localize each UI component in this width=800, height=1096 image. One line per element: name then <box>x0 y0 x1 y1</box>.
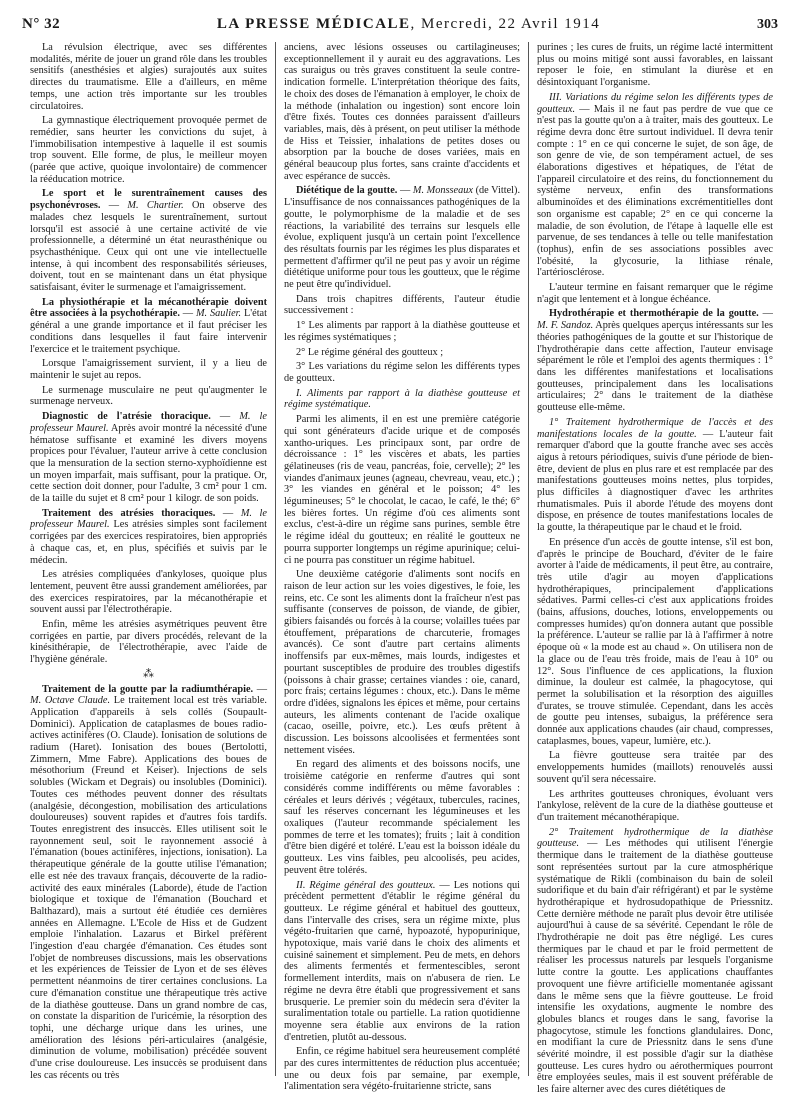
paragraph: La fièvre goutteuse sera traitée par des enveloppements humides (maillots) renouvelés aussi souvent qu'il sera nécessaire. <box>537 750 773 785</box>
section-author: M. F. Sandoz. <box>537 320 594 332</box>
subsection-title: 2° Traitement hydrothermique de la diathèse goutteuse. <box>537 826 773 850</box>
paragraph: purines ; les cures de fruits, un régime lacté intermittent plus ou moins mitigé sont aussi favorables, en laissant reposer le foie, en stimulant la diurèse et en désintoxiquant l'organisme. <box>537 42 773 89</box>
subsection-title: 1° Traitement hydrothermique de l'accès et des manifestations locales de la goutte. <box>537 416 773 440</box>
paragraph: Parmi les aliments, il en est une première catégorie qui sont générateurs d'acide urique et de composés xantho-uriques. Les principaux sont, par ordre de décroissance : 1° les viscères et abats, les parties gélatineuses (ris de veau, pancréas, foie, cervelle); 2° les viandes d'animaux jeunes (agneau, chevreau, veau, etc.) ; 3° les viandes en général et le poisson; 4° les légumineuses; 5° le chocolat, le cacao, le café, le thé; 6° les bières fortes. Un régime d'où ces aliments sont exclus, c'est-à-dire un régime sans purines, semble être le régime idéal du goutteux; en réalité le goutteux ne pourra supporter longtemps un régime apurinique; celui-ci ne pourra pas constituer un régime habituel. <box>284 414 521 566</box>
section-author: M. Monsseaux <box>412 185 473 197</box>
section-text: Les atrésies simples sont facilement corrigées par des exercices respiratoires, bien appropriés à chaque cas, et, en plus, spécifiés et suivis par le médecin. <box>30 519 268 566</box>
paragraph: La gymnastique électriquement provoquée permet de remédier, sans heurter les convictions du sujet, à l'immobilisation intempestive à laquelle il est soumis trop souvent. Elle forme, de plus, le meilleur moyen (parée que active, quoique involontaire) de commencer la rééducation motrice. <box>30 115 267 185</box>
paragraph: anciens, avec lésions osseuses ou cartilagineuses; exceptionnellement il y aurait eu des aggravations. Les cas suraigus ou très graves constituent la seule contre-indication formelle. L'interprétation théorique des faits, le choix des doses de l'émanation à employer, le choix de la méthode (inhalation ou ingestion) sont encore loin d'être fixés. Toutes ces données paraissent d'ailleurs variables, mais, dès à présent, on peut utiliser la méthode de Hiss et Teissier, inhalations de petites doses ou absorption par la bouche de doses variées, mais en général beaucoup plus fortes, sans crainte d'accidents et avec espérance de succès. <box>284 42 520 182</box>
section-dietetique: Diététique de la goutte. — M. Monsseaux (de Vittel). L'insuffisance de nos connaissances pathogéniques de la goutte, le polymorphisme de la maladie et de ses réactions, la variabilité des terrains sur lesquels elle évolue, expliquent jusqu'à un certain point l'excellence des résultats fournis par les régimes les plus disparates et permettent d'affirmer qu'il ne peut pas y avoir un régime diététique uniforme pour tous les goutteux, que le régime ne peut être qu'individuel. <box>284 185 521 291</box>
list-item: 2° Le régime général des goutteux ; <box>296 346 444 358</box>
page-number: 303 <box>756 17 778 32</box>
list-item: 1° Les aliments par rapport à la diathèse goutteuse et les régimes systématiques ; <box>284 320 520 343</box>
section-author: M. le professeur Maurel. <box>30 507 267 531</box>
section-title: Diététique de la goutte. <box>296 185 398 197</box>
section-text: (de Vittel). L'insuffisance de nos connaissances pathogéniques de la goutte, le polymorphisme de la maladie et de ses réactions, la variabilité des terrains sur lesquels elle évolue, expliquent jusqu'à un certain point l'excellence des résultats fournis par les régimes les plus disparates et permettent d'affirmer qu'il ne peut pas y avoir un régime diététique uniforme pour tous les goutteux, que le régime ne peut être qu'individuel. <box>284 185 521 291</box>
subsection-title: III. Variations du régime selon les différents types de goutteux. <box>537 91 773 115</box>
paragraph-text: Les notions qui précèdent permettent d'établir le régime général du goutteux. Le régime général et habituel des goutteux, dans l'intervalle des crises, sera un régime mixte, plus végéto-fruitarien que carné, hypoazoté, hypopurinique, hypotoxique, mais varié dans le choix des aliments et cuisiné sainement et simplement. Peu de mets, en dehors des aliments fermentés et fermentescibles, seront formellement interdits, mais on n'abusera de rien. Le régime ne devra être établi que progressivement et sans brusquerie. Le premier soin du médecin sera d'éviter la suralimentation totale ou partielle. La ration quotidienne moyenne sera établie aux environs de la ration d'entretien, plutôt au-dessous. <box>284 879 520 1043</box>
column-3 <box>528 42 781 1096</box>
section-text: Après quelques aperçus intéressants sur les théories pathogéniques de la goutte et sur l'historique de l'hydrothérapie dans cette affection, l'auteur envisage séparément le rôle et l'emploi des agents thermiques : 1° dans les différentes manifestations et localisations goutteuses, principalement dans les localisations articulaires; 2° dans le traitement de la diathèse goutteuse elle-même. <box>537 320 773 414</box>
section-title: La physiothérapie et la mécanothérapie doivent être associées à la psychothérapie. <box>30 296 267 320</box>
section-text: L'état général a une grande importance et il faut préciser les conditions dans lesquelles il faut faire intervenir l'exercice et le traitement psychique. <box>30 308 267 355</box>
section-diagnostic-atresie: Diagnostic de l'atrésie thoracique. — M. le professeur Maurel. Après avoir montré la nécessité d'une hématose suffisante et examiné les divers moyens propices pour l'évaluer, l'auteur arrive à cette conclusion que la mensuration de la section sterno-xyphoïdienne est un moyen imparfait, mais suffisant, pour la pratique. Or, cette section doit donner, pour l'adulte, 3 cm² pour 1 cm. de la taille du sujet et 8 cm² pour 1 kilogr. de son poids. <box>30 411 267 505</box>
section-radiumtherapie: Traitement de la goutte par la radiumthérapie. — M. Octave Claude. Le traitement local est très variable. Application d'appareils à sels collés (Soupault-Dominici). Application de cataplasmes de boues radio-actives actinifères (O. Claude). Ionisation de solutions de radium (Haret). Ionisation des boues (Bertolotti, Zimmern, Mme Fabre). Applications des boues de mésothorium (Freund et Keiser). Injections de sels solubles (Wickam et Degrais) ou insolubles (Dominici). Toutes ces méthodes peuvent donner des résultats (analgésie, décongestion, mobilisation des articulations douloureuses) souvent rapides et d'autres fois tardifs. Toutes enregistrent des insuccès. Elles utilisent soit le rayonnement seul, soit le rayonnement associé à l'émanation (boues actinifères, injections, ionisation). La thérapeutique générale de la goutte utilise l'émanation; elle est née des travaux français, découverte de la radio-activité des eaux minérales (Laborde), étude de l'action biologique et toxique de l'émanation (Bouchard et Balthazard), mais a surtout été étudiée ces dernières années en Allemagne. L'Ecole de Hiss et de Gudzent emploie l'inhalation. Lazarus et Birkel préfèrent l'ingestion d'eau chargée d'émanation. Ces études sont l'objet de nombreuses discussions, mais les observations et les expériences de Teissier de Lyon et de ses élèves permettent néanmoins de tirer certaines conclusions. La cure d'émanation constitue une thérapeutique très active de la diathèse goutteuse. Dans un grand nombre de cas, on constate la disparition de l'uricémie, la résorption des tophi, une décharge urique dans les urines, une amélioration des lésions péri-articulaires (analgésie, diminution de volume, mobilisation) précédée souvent d'une crise douloureuse. Les insuccès se produisent dans les cas récents ou très <box>30 683 267 1081</box>
subsection-title: I. Aliments par rapport à la diathèse goutteuse et régime systématique. <box>284 387 520 411</box>
paragraph: L'auteur termine en faisant remarquer que le régime n'agit que lentement et à longue échéance. <box>537 282 773 305</box>
paragraph: Les atrésies compliquées d'ankyloses, quoique plus lentement, peuvent être aussi grandement améliorées, par des exercices respiratoires, par la mécanothérapie et souvent aussi par l'électrothérapie. <box>30 569 267 616</box>
column-2 <box>275 42 528 1093</box>
paragraph: Dans trois chapitres différents, l'auteur étudie successivement : <box>284 293 520 317</box>
section-hydrotherapie: Hydrothérapie et thermothérapie de la goutte. — M. F. Sandoz. Après quelques aperçus intéressants sur les théories pathogéniques de la goutte et sur l'historique de l'hydrothérapie dans cette affection, l'auteur envisage séparément le rôle et l'emploi des agents thermiques : 1° dans les différentes manifestations et localisations goutteuses, principalement dans les localisations articulaires; 2° dans le traitement de la diathèse goutteuse elle-même. <box>537 308 773 414</box>
section-author: M. Chartier. <box>127 200 184 212</box>
section-sport: Le sport et le surentraînement causes des psychonévroses. — M. Chartier. On observe des malades chez lesquels le surentraînement, surtout lorsqu'il est associé à une certaine activité de vie professionnelle, a déterminé un état neurasthénique ou psychasthénique. Ceux qui ont une vie intellectuelle intense, à qui incombent des responsabilités sérieuses, doivent, tout en se maintenant dans un état physique satisfaisant, éviter le surmenage et l'amaigrissement. <box>30 188 267 294</box>
paragraph: Une deuxième catégorie d'aliments sont nocifs en raison de leur action sur les voies digestives, le foie, les reins, etc. Ce sont les aliments dont la fraîcheur n'est pas suffisante (conserves de poisson, de viande, de gibier, gibiers faisandés ou forcés à la course; volailles tuées par étouffement, préparations de charcuterie, fromages avancés). Ce sont d'autre part certains aliments inoffensifs par eux-mêmes, mais lourds, indigestes et pourtant susceptibles de produire des troubles digestifs (poissons à chair grasse; certaines viandes : oie, canard, porc frais; certains légumes : choux, etc.). Dans le même ordre d'idées, signalons les épices et même, pour certains auteurs, les aliments contenant de l'acide oxalique (cacao, oseille, poivre, etc.). Les œufs prêtent à discussion. Les boissons alcoolisées et fermentées sont nettement visées. <box>284 569 520 756</box>
paragraph: Enfin, même les atrésies asymétriques peuvent être corrigées en partie, par divers procédés, relevant de la kinésithérapie, de l'électrothérapie, avec l'aide de l'hygiène générale. <box>30 619 267 666</box>
section-title: Traitement de la goutte par la radiumthérapie. <box>42 683 254 695</box>
paragraph-text: Mais il ne faut pas perdre de vue que ce n'est pas la goutte qu'on a à traiter, mais des goutteux. Le régime devra donc être surtout individuel. Il devra tenir compte : 1° en ce qui concerne le sujet, de son âge, de son genre de vie, de son tempérament actuel, de ses élaborations digestives et hépatiques, de l'état de l'appareil circulatoire et des reins, du fonctionnement du système nerveux, enfin des transformations albuminoïdes et des éliminations excrémentitielles dont son organisme est capable; 2° en ce qui concerne la maladie, de son évolution, de l'étape à laquelle elle est parvenue, de ses tendances à telle ou telle manifestation (tophus), enfin de ses associations possibles avec l'obésité, la glycosurie, la lithiase rénale, l'artériosclérose. <box>537 103 773 279</box>
section-title: Traitement des atrésies thoraciques. <box>42 507 216 519</box>
subsection-title: II. Régime général des goutteux. <box>296 879 436 891</box>
section-title: Diagnostic de l'atrésie thoracique. <box>42 411 211 423</box>
section-title: Le sport et le surentraînement causes des psychonévroses. <box>30 188 267 212</box>
section-author: M. le professeur Maurel. <box>30 411 267 434</box>
paragraph: Le surmenage musculaire ne peut qu'augmenter le surmenage nerveux. <box>30 384 267 408</box>
section-text: On observe des malades chez lesquels le surentraînement, surtout lorsqu'il est associé à une certaine activité de vie professionnelle, a déterminé un état neurasthénique ou psychasthénique. Ceux qui ont une vie intellectuelle intense, à qui incombent des responsabilités sérieuses, doivent, tout en se maintenant dans un état physique satisfaisant, éviter le surmenage et l'amaigrissement. <box>30 200 267 294</box>
section-author: M. Octave Claude. <box>30 695 111 707</box>
issue-number: N° 32 <box>22 16 61 32</box>
paragraph: En regard des aliments et des boissons nocifs, une troisième catégorie en renferme d'autres qui sont considérés comme indifférents ou même favorables : céréales et leurs dérivés ; végétaux, tubercules, racines, sauf les réserves concernant les légumineuses et les oxaliques (l'auteur recommande spécialement les pommes de terre et les tomates); fruits ; lait à condition d'être bien digéré et toléré. L'eau est la boisson idéale du goutteux. Les vins faibles, peu alcoolisés, peu acides, peuvent être tolérés. <box>284 759 520 876</box>
journal-title: LA PRESSE MÉDICALE <box>216 16 411 32</box>
paragraph: Les arthrites goutteuses chroniques, évoluant vers l'ankylose, relèvent de la cure de la diathèse goutteuse et d'un traitement mécanothérapique. <box>537 788 773 823</box>
journal-title-line: LA PRESSE MÉDICALE, Mercredi, 22 Avril 1914 <box>216 16 601 32</box>
list-item: 3° Les variations du régime selon les différents types de goutteux. <box>284 361 520 384</box>
paragraph: 2° Traitement hydrothermique de la diathèse goutteuse. — Les méthodes qui utilisent l'énergie thermique dans le traitement de la diathèse goutteuse sont représentées surtout par la cure atmosphérique systématique de Rikli (combinaison du bain de soleil sudorifique et du bain d'air réfrigérant) et par le système hydrothérapique et hydrosudopathique de Priessnitz. Cette dernière méthode ne paraît plus devoir être utilisée aujourd'hui à cause de sa sévérité. Cependant le rôle de l'hydrothérapie ne doit pas être négligé. Les cures thermiques par le chaud et par le froid permettent de réaliser les processus naturels par lesquels l'organisme lutte contre la goutte. Les applications chauffantes provoquent une fièvre artificielle momentanée agissant dans le même sens que la fièvre goutteuse. Le froid intensifie les oxydations, augmente le nombre des globules blancs et rouges dans le sang, favorise la phagocytose, stimule les fonctions glandulaires. Donc, en modifiant la cure de Priessnitz dans le sens d'une sévérité moindre, il est possible d'agir sur la diathèse goutteuse. Les cures hydro ou aérothermiques pourront être employées seules, mais il est souvent préférable de les faire alterner avec des cures diététiques de <box>537 826 773 1096</box>
section-physiotherapie: La physiothérapie et la mécanothérapie doivent être associées à la psychothérapie. — M. Saulier. L'état général a une grande importance et il faut préciser les conditions dans lesquelles il faut faire intervenir l'exercice et le traitement psychique. <box>30 296 267 355</box>
paragraph: III. Variations du régime selon les différents types de goutteux. — Mais il ne faut pas perdre de vue que ce n'est pas la goutte qu'on a à traiter, mais des goutteux. Le régime devra donc être surtout individuel. Il devra tenir compte : 1° en ce qui concerne le sujet, de son âge, de son genre de vie, de son tempérament actuel, de ses élaborations digestives et hépatiques, de l'état de l'appareil circulatoire et des reins, du fonctionnement du système nerveux, enfin des transformations albuminoïdes et des éliminations excrémentitielles dont son organisme est capable; 2° en ce qui concerne la maladie, de son évolution, de l'étape à laquelle elle est parvenue, de ses tendances à telle ou telle manifestation (tophus), enfin de ses associations possibles avec l'obésité, la glycosurie, la lithiase rénale, l'artériosclérose. <box>537 91 773 279</box>
paragraph: En présence d'un accès de goutte intense, s'il est bon, d'après le principe de Bouchard, d'éviter de le faire avorter à l'aide de médicaments, il peut être, au contraire, très utile d'agir au moyen d'applications hydrothérapiques, principalement d'applications sédatives. Parmi celles-ci c'est aux applications froides (bains, affusions, douches, lotions, enveloppements ou compresses humides) qu'on donnera autant que possible la préférence. L'auteur se rallie par là à l'affirmer à notre époque où « la mode est au chaud ». On utilisera non de la glace ou de l'eau très froide, mais de l'eau à 10° ou 12°. Sous l'influence de ces applications, la fluxion diminue, la douleur est calmée, la phagocytose, qui permet la solubilisation et la résorption des aiguilles d'urates, se trouve stimulée. Cependant, dans les accès de goutte peu intenses, subaigus, la préférence sera donnée aux applications chaudes (air chaud, compresses, cataplasmes, boues, vapeur, lumière, etc.). <box>537 536 773 747</box>
paragraph: La révulsion électrique, avec ses différentes modalités, mérite de jouer un grand rôle dans les troubles sensitifs (anesthésies et algies) surajoutés aux suites directes du traumatisme. Elle a d'ailleurs, en même temps, une action très importante sur les troubles circulatoires. <box>30 42 267 112</box>
paragraph: Enfin, ce régime habituel sera heureusement complété par des cures intermittentes de réduction plus accentuée; une ou deux fois par semaine, par exemple, l'alimentation sera végéto-fruitarienne stricte, sans <box>284 1046 520 1093</box>
section-author: M. Saulier. <box>195 308 242 320</box>
section-text: Le traitement local est très variable. Application d'appareils à sels collés (Soupault-Dominici). Application de cataplasmes de boues radio-actives actinifères (O. Claude). Ionisation de solutions de radium (Haret). Ionisation des boues (Bertolotti, Zimmern, Mme Fabre). Applications des boues de mésothorium (Freund et Keiser). Injections de sels solubles (Wickam et Degrais) ou insolubles (Dominici). Toutes ces méthodes peuvent donner des résultats (analgésie, décongestion, mobilisation des articulations douloureuses) souvent rapides et d'autres fois tardifs. Toutes enregistrent des insuccès. Elles utilisent soit le rayonnement seul, soit le rayonnement associé à l'émanation (boues actinifères, injections, ionisation). La thérapeutique générale de la goutte utilise l'émanation; elle est née des travaux français, découverte de la radio-activité des eaux minérales (Laborde), étude de l'action biologique et toxique de l'émanation (Bouchard et Balthazard), mais a surtout été étudiée ces dernières années en Allemagne. L'Ecole de Hiss et de Gudzent emploie l'inhalation. Lazarus et Birkel préfèrent l'ingestion d'eau chargée d'émanation. Ces études sont l'objet de nombreuses discussions, mais les observations et les expériences de Teissier de Lyon et de ses élèves permettent néanmoins de tirer certaines conclusions. La cure d'émanation constitue une thérapeutique très active de la diathèse goutteuse. Dans un grand nombre de cas, on constate la disparition de l'uricémie, la résorption des tophi, une décharge urique dans les urines, une amélioration des lésions péri-articulaires (analgésie, diminution de volume, mobilisation) précédée souvent d'une crise douloureuse. Les insuccès se produisent dans les cas récents ou très <box>30 695 267 1081</box>
section-separator: ⁂ <box>143 667 154 680</box>
section-text: Après avoir montré la nécessité d'une hématose suffisante et examiné les divers moyens propices pour l'évaluer, l'auteur arrive à cette conclusion que la mensuration de la section sterno-xyphoïdienne est un moyen imparfait, mais suffisant, pour la pratique. Or, cette section doit donner, pour l'adulte, 3 cm² pour 1 cm. de la taille du sujet et 8 cm² pour 1 kilogr. de son poids. <box>30 422 267 505</box>
section-title: Hydrothérapie et thermothérapie de la goutte. <box>549 308 759 320</box>
article-columns <box>22 42 782 1096</box>
paragraph: II. Régime général des goutteux. — Les notions qui précèdent permettent d'établir le régime général du goutteux. Le régime général et habituel des goutteux, dans l'intervalle des crises, sera un régime mixte, plus végéto-fruitarien que carné, hypoazoté, hypopurinique, hypotoxique, mais varié dans le choix des aliments et cuisiné sainement et simplement. Peu de mets, en dehors des aliments fermentés et fermentescibles, seront formellement interdits, mais on n'abusera de rien. Le régime ne devra être établi que progressivement et sans brusquerie. Le premier soin du médecin sera d'éviter la suralimentation totale ou partielle. La ration quotidienne moyenne sera établie aux environs de la ration d'entretien, plutôt au-dessous. <box>284 879 520 1043</box>
paragraph-text: Les méthodes qui utilisent l'énergie thermique dans le traitement de la diathèse goutteuse sont représentées surtout par la cure atmosphérique systématique de Rikli (combinaison du bain de soleil sudorifique et du bain d'air réfrigérant) et par le système hydrothérapique et hydrosudopathique de Priessnitz. Cette dernière méthode ne paraît plus devoir être utilisée aujourd'hui à cause de sa sévérité. Cependant le rôle de l'hydrothérapie ne doit pas être négligé. Les cures thermiques par le chaud et par le froid permettent de réaliser les processus naturels par lesquels l'organisme lutte contre la goutte. Les applications chauffantes provoquent une fièvre artificielle momentanée agissant dans le même sens que la fièvre goutteuse. Le froid intensifie les oxydations, augmente le nombre des globules blancs et rouges dans le sang, favorise la phagocytose, stimule les fonctions glandulaires. Donc, en modifiant la cure de Priessnitz dans le sens d'une sévérité moindre, il est possible d'agir sur la diathèse goutteuse. Les cures hydro ou aérothermiques pourront être employées seules, mais il est souvent préférable de les faire alterner avec des cures diététiques de <box>537 838 773 1096</box>
paragraph-text: L'auteur fait remarquer d'abord que la goutte franche avec ses accès aigus à retours périodiques, suivis d'une période de bien-être, devient de plus en plus rare et est remplacée par des manifestations goutteuses moins nettes, plus torpides, plus difficiles à diagnostiquer d'avec les arthrites rhumatismales. Puis il aborde l'étude des moyens dont dispose, en présence de toutes manifestations locales de la goutte, la thérapeutique par le chaud et le froid. <box>537 428 773 534</box>
column-1 <box>22 42 275 1081</box>
issue-date: Mercredi, 22 Avril 1914 <box>421 16 601 32</box>
page-header <box>22 16 778 36</box>
paragraph: 1° Traitement hydrothermique de l'accès et des manifestations locales de la goutte. — L'auteur fait remarquer d'abord que la goutte franche avec ses accès aigus à retours périodiques, suivis d'une période de bien-être, devient de plus en plus rare et est remplacée par des manifestations goutteuses moins nettes, plus torpides, plus difficiles à diagnostiquer d'avec les arthrites rhumatismales. Puis il aborde l'étude des moyens dont dispose, en présence de toutes manifestations locales de la goutte, la thérapeutique par le chaud et le froid. <box>537 416 773 534</box>
section-traitement-atresies: Traitement des atrésies thoraciques. — M. le professeur Maurel. Les atrésies simples sont facilement corrigées par des exercices respiratoires, bien appropriés à chaque cas, et, en plus, spécifiés et suivis par le médecin. <box>30 507 268 566</box>
paragraph: Lorsque l'amaigrissement survient, il y a lieu de maintenir le sujet au repos. <box>30 358 267 381</box>
